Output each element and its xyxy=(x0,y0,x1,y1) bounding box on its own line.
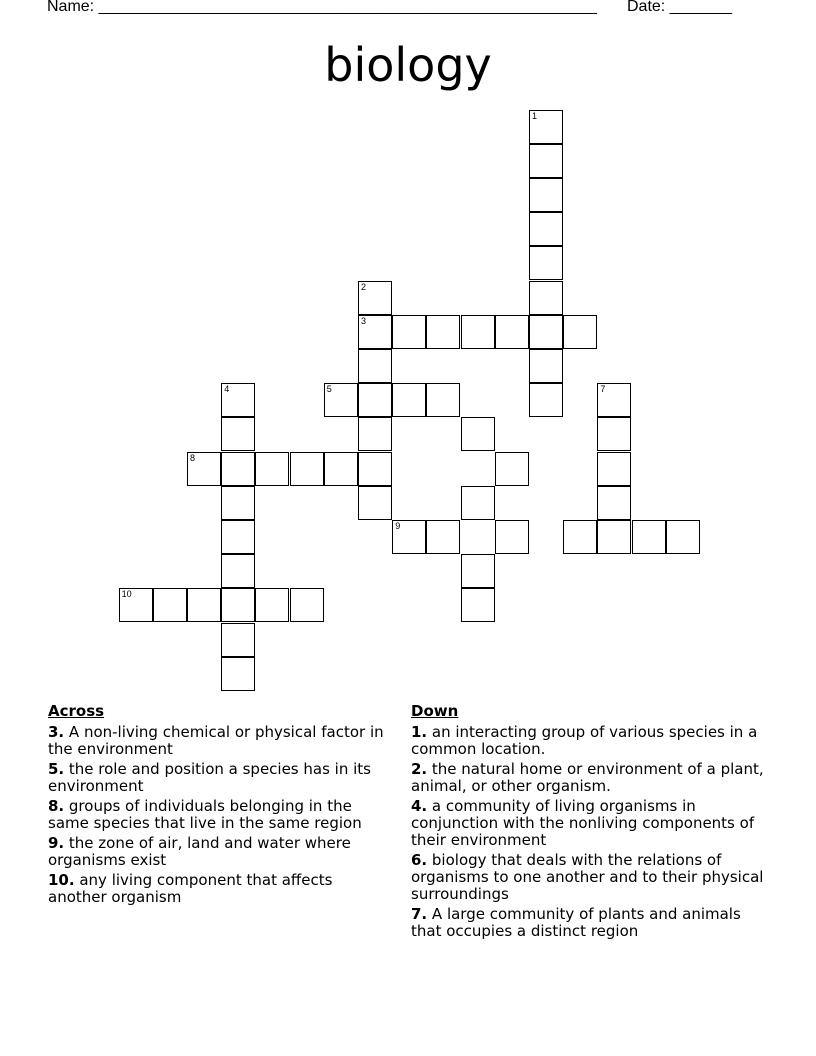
grid-cell[interactable] xyxy=(221,623,255,657)
grid-cell[interactable] xyxy=(563,520,597,554)
grid-cell[interactable] xyxy=(221,452,255,486)
cell-number: 7 xyxy=(600,384,606,395)
clue-down-7 xyxy=(411,906,771,940)
grid-cell[interactable] xyxy=(255,452,289,486)
clue-number: 3. xyxy=(48,723,65,741)
clue-text: the natural home or environment of a plant, animal, or other organism. xyxy=(411,760,764,795)
down-clues xyxy=(411,702,771,943)
grid-cell[interactable] xyxy=(358,349,392,383)
grid-cell[interactable] xyxy=(358,486,392,520)
clue-down-6 xyxy=(411,852,771,903)
grid-cell[interactable] xyxy=(495,452,529,486)
grid-cell[interactable] xyxy=(495,315,529,349)
grid-cell[interactable] xyxy=(461,486,495,520)
grid-cell[interactable] xyxy=(529,383,563,417)
clue-down-1 xyxy=(411,724,771,758)
clue-down-2 xyxy=(411,761,771,795)
grid-cell[interactable] xyxy=(529,246,563,280)
grid-cell[interactable] xyxy=(290,452,324,486)
clue-text: an interacting group of various species in a common location. xyxy=(411,723,758,758)
clue-number: 1. xyxy=(411,723,428,741)
grid-cell[interactable] xyxy=(461,554,495,588)
grid-cell[interactable] xyxy=(392,315,426,349)
clue-text: the role and position a species has in its environment xyxy=(48,760,371,795)
grid-cell[interactable] xyxy=(426,315,460,349)
grid-cell[interactable] xyxy=(597,486,631,520)
cell-number: 3 xyxy=(361,315,367,326)
cell-number: 10 xyxy=(121,589,132,600)
grid-cell[interactable] xyxy=(461,315,495,349)
grid-cell[interactable] xyxy=(529,349,563,383)
clue-text: any living component that affects another organism xyxy=(48,871,333,906)
grid-cell[interactable] xyxy=(221,417,255,451)
grid-cell[interactable] xyxy=(358,417,392,451)
clue-number: 4. xyxy=(411,797,428,815)
grid-cell[interactable] xyxy=(495,520,529,554)
puzzle-title: biology xyxy=(324,38,492,92)
grid-cell[interactable] xyxy=(529,281,563,315)
clue-number: 7. xyxy=(411,905,428,923)
cell-number: 1 xyxy=(532,110,538,121)
cell-number: 2 xyxy=(361,281,367,292)
grid-cell[interactable] xyxy=(221,486,255,520)
cell-number: 8 xyxy=(190,452,196,463)
clue-number: 8. xyxy=(48,797,65,815)
clue-text: A large community of plants and animals that occupies a distinct region xyxy=(411,905,741,940)
grid-cell[interactable] xyxy=(666,520,700,554)
grid-cell[interactable] xyxy=(426,520,460,554)
grid-cell[interactable] xyxy=(597,417,631,451)
cell-number: 5 xyxy=(326,384,332,395)
across-heading: Across xyxy=(48,702,105,720)
clue-number: 2. xyxy=(411,760,428,778)
grid-cell[interactable] xyxy=(426,383,460,417)
grid-cell[interactable] xyxy=(597,452,631,486)
grid-cell[interactable] xyxy=(529,178,563,212)
grid-cell[interactable] xyxy=(221,520,255,554)
grid-cell[interactable] xyxy=(221,588,255,622)
grid-cell[interactable] xyxy=(358,452,392,486)
clue-number: 6. xyxy=(411,851,428,869)
clue-text: groups of individuals belonging in the same species that live in the same region xyxy=(48,797,362,832)
clue-across-9 xyxy=(48,835,393,869)
grid-cell[interactable] xyxy=(255,588,289,622)
grid-cell[interactable] xyxy=(119,588,153,622)
grid-cell[interactable] xyxy=(597,383,631,417)
clue-text: a community of living organisms in conjunction with the nonliving components of their environment xyxy=(411,797,755,849)
down-heading: Down xyxy=(411,702,459,720)
grid-cell[interactable] xyxy=(187,588,221,622)
grid-cell[interactable] xyxy=(358,281,392,315)
name-field[interactable]: Name: ________________________________________________________ xyxy=(47,0,597,15)
clue-down-4 xyxy=(411,798,771,849)
grid-cell[interactable] xyxy=(529,212,563,246)
clue-number: 10. xyxy=(48,871,75,889)
cell-number: 4 xyxy=(224,384,230,395)
grid-cell[interactable] xyxy=(597,520,631,554)
grid-cell[interactable] xyxy=(153,588,187,622)
grid-cell[interactable] xyxy=(221,554,255,588)
clue-text: the zone of air, land and water where organisms exist xyxy=(48,834,351,869)
grid-cell[interactable] xyxy=(392,520,426,554)
grid-cell[interactable] xyxy=(187,452,221,486)
grid-cell[interactable] xyxy=(461,417,495,451)
grid-cell[interactable] xyxy=(324,452,358,486)
grid-cell[interactable] xyxy=(632,520,666,554)
grid-cell[interactable] xyxy=(461,588,495,622)
clue-across-10 xyxy=(48,872,393,906)
grid-cell[interactable] xyxy=(529,110,563,144)
clue-across-5 xyxy=(48,761,393,795)
grid-cell[interactable] xyxy=(221,657,255,691)
grid-cell[interactable] xyxy=(529,315,563,349)
grid-cell[interactable] xyxy=(529,144,563,178)
clue-text: A non-living chemical or physical factor in the environment xyxy=(48,723,384,758)
clue-number: 5. xyxy=(48,760,65,778)
clue-number: 9. xyxy=(48,834,65,852)
clue-across-3 xyxy=(48,724,393,758)
clue-text: biology that deals with the relations of organisms to one another and to their physical surroundings xyxy=(411,851,764,903)
grid-cell[interactable] xyxy=(290,588,324,622)
across-clues xyxy=(48,702,393,909)
clue-across-8 xyxy=(48,798,393,832)
grid-cell[interactable] xyxy=(358,315,392,349)
grid-cell[interactable] xyxy=(392,383,426,417)
grid-cell[interactable] xyxy=(358,383,392,417)
date-field[interactable]: Date: _______ xyxy=(627,0,732,15)
grid-cell[interactable] xyxy=(221,383,255,417)
grid-cell[interactable] xyxy=(324,383,358,417)
cell-number: 9 xyxy=(395,521,401,531)
grid-cell[interactable] xyxy=(563,315,597,349)
